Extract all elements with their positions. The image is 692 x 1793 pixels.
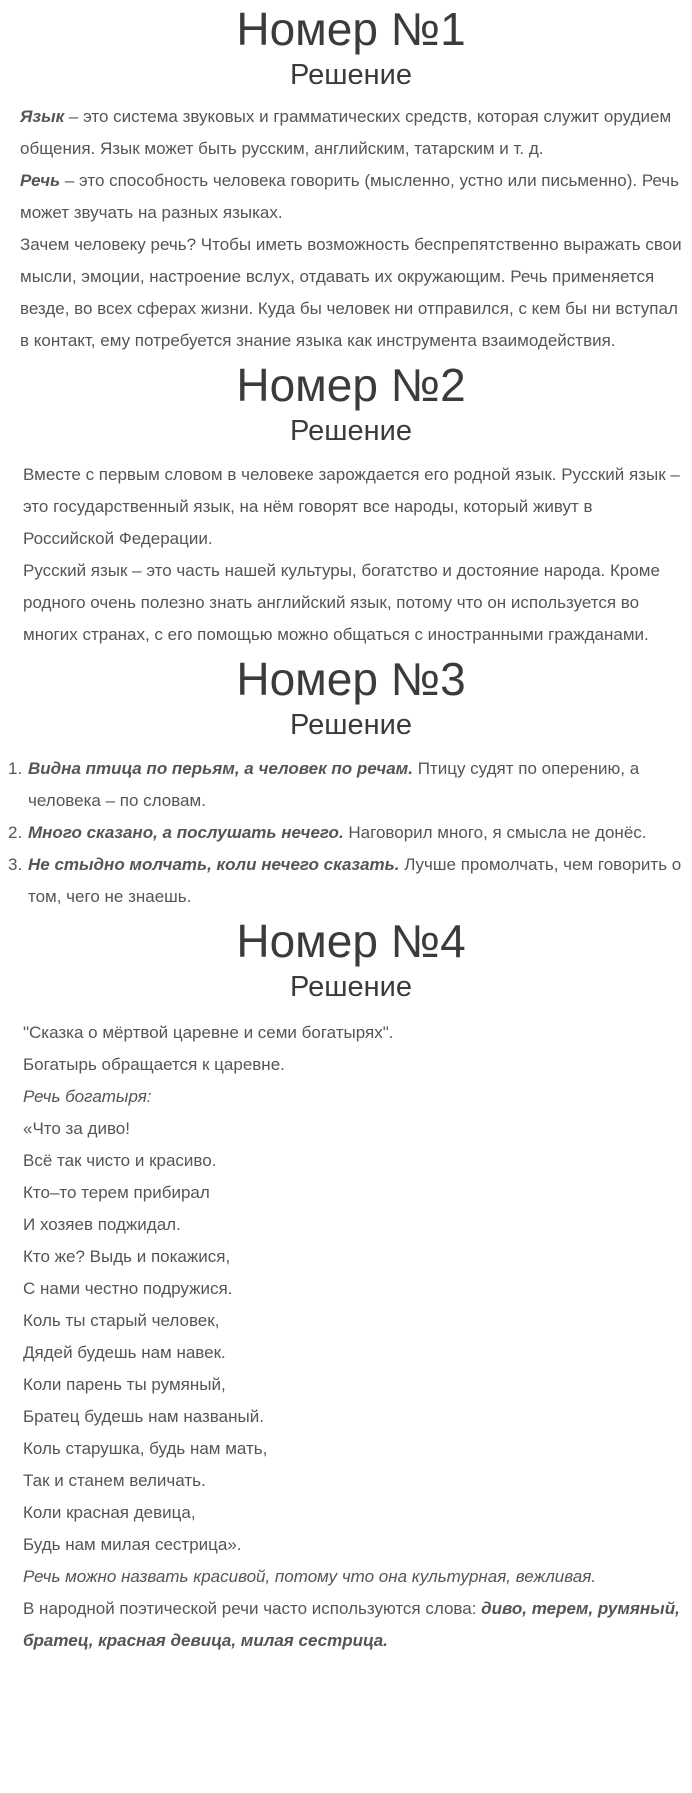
poem-line: Братец будешь нам названый.: [23, 1407, 264, 1426]
term: Язык: [20, 107, 65, 126]
list-number: 1.: [8, 759, 23, 778]
section-subtitle: Решение: [290, 59, 412, 91]
poem-line: И хозяев поджидал.: [23, 1215, 181, 1234]
proverb: Много сказано, а послушать нечего.: [28, 823, 344, 842]
poem-line: Коль старушка, будь нам мать,: [23, 1439, 268, 1458]
section-title: Номер №4: [236, 915, 466, 967]
proverb: Не стыдно молчать, коли нечего сказать.: [28, 855, 400, 874]
explanation: Птицу судят по оперению, а человека – по словам.: [28, 759, 640, 810]
list-item: [8, 817, 682, 849]
list-number: 2.: [8, 823, 23, 842]
section-body: [20, 1007, 682, 1657]
section-4: [20, 913, 682, 1657]
poem-line: Коли красная девица,: [23, 1503, 196, 1522]
section-3: [8, 651, 682, 913]
paragraph: Зачем человеку речь? Чтобы иметь возможность беспрепятственно выражать свои мысли, эмоции, настроение вслух, отдавать их окружающим. Речь применяется везде, во всех сферах жизни. Куда бы человек ни отправился, с кем бы ни вступал в контакт, ему потребуется знание языка как инструмента взаимодействия.: [20, 235, 682, 350]
explanation: Наговорил много, я смысла не донёс.: [343, 823, 647, 842]
list-item: [8, 753, 682, 817]
section-body: [20, 451, 682, 651]
paragraph: Богатырь обращается к царевне.: [23, 1055, 285, 1074]
final-text: В народной поэтической речи часто используются слова:: [23, 1599, 482, 1618]
term: Речь: [20, 171, 61, 190]
speech-label: Речь богатыря:: [23, 1087, 152, 1106]
proverb-list: [8, 753, 682, 913]
explanation: Лучше промолчать, чем говорить о том, чего не знаешь.: [28, 855, 682, 906]
section-subtitle: Решение: [290, 415, 412, 447]
section-title: Номер №3: [236, 653, 466, 705]
paragraph: [20, 101, 682, 165]
poem-line: «Что за диво!: [23, 1119, 130, 1138]
definition: – это способность человека говорить (мысленно, устно или письменно). Речь может звучать на разных языках.: [20, 171, 680, 222]
poem-line: Коли парень ты румяный,: [23, 1375, 226, 1394]
poem-line: С нами честно подружися.: [23, 1279, 233, 1298]
section-title: Номер №2: [236, 359, 466, 411]
paragraph: [20, 165, 682, 229]
paragraph: Русский язык – это часть нашей культуры, богатство и достояние народа. Кроме родного очень полезно знать английский язык, потому что он используется во многих странах, с его помощью можно общаться с иностранными гражданами.: [23, 561, 660, 644]
poem-line: Так и станем величать.: [23, 1471, 206, 1490]
proverb: Видна птица по перьям, а человек по речам.: [28, 759, 413, 778]
list-item: [8, 849, 682, 913]
final-words: диво, терем, румяный, братец, красная девица, милая сестрица.: [23, 1599, 680, 1650]
section-subtitle: Решение: [290, 971, 412, 1003]
section-subtitle: Решение: [290, 709, 412, 741]
section-1: [20, 0, 682, 357]
section-body: [8, 745, 682, 913]
poem-line: Коль ты старый человек,: [23, 1311, 220, 1330]
poem-line: Будь нам милая сестрица».: [23, 1535, 242, 1554]
paragraph: "Сказка о мёртвой царевне и семи богатырях".: [23, 1023, 394, 1042]
poem-line: Кто же? Выдь и покажися,: [23, 1247, 231, 1266]
section-body: [20, 95, 682, 357]
section-2: [20, 357, 682, 651]
poem-line: Дядей будешь нам навек.: [23, 1343, 226, 1362]
paragraph: Вместе с первым словом в человеке зарождается его родной язык. Русский язык – это государственный язык, на нём говорят все народы, который живут в Российской Федерации.: [23, 465, 680, 548]
paragraph: [23, 1593, 682, 1657]
section-title: Номер №1: [236, 3, 466, 55]
poem-line: Кто–то терем прибирал: [23, 1183, 210, 1202]
list-number: 3.: [8, 855, 23, 874]
conclusion: Речь можно назвать красивой, потому что она культурная, вежливая.: [23, 1567, 596, 1586]
poem-line: Всё так чисто и красиво.: [23, 1151, 217, 1170]
definition: – это система звуковых и грамматических средств, которая служит орудием общения. Язык может быть русским, английским, татарским и т. д.: [20, 107, 672, 158]
